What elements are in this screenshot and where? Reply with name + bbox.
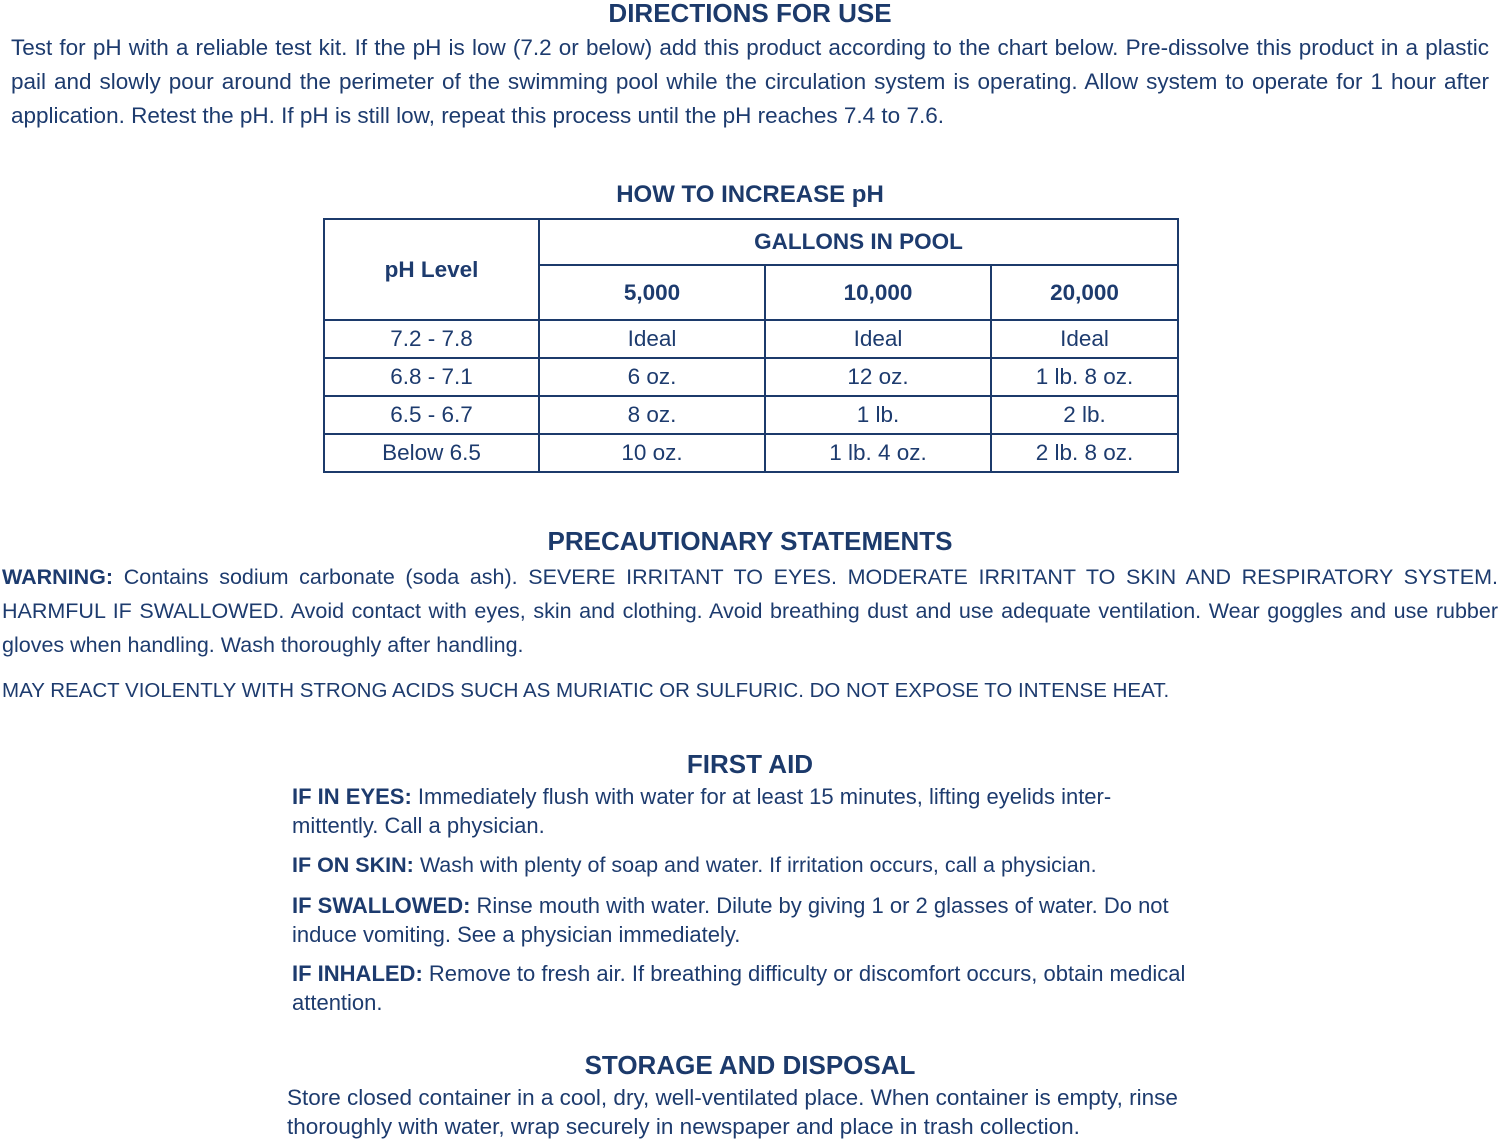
table-row [324,434,1178,472]
dose-cell: 10 oz. [539,434,765,472]
first-aid-inhaled [292,959,1217,1017]
dose-cell: 1 lb. 8 oz. [991,358,1178,396]
gallons-5000-header: 5,000 [539,265,765,320]
dose-cell: Ideal [765,320,991,358]
swallowed-text: Rinse mouth with water. Dilute by giving 1 or 2 glasses of water. Do not induce vomiting. See a physician immediately. [292,893,1169,947]
gallons-header: GALLONS IN POOL [539,219,1178,265]
first-aid-eyes [292,782,1222,840]
precautionary-title: PRECAUTIONARY STATEMENTS [547,526,953,556]
dose-cell: 8 oz. [539,396,765,434]
dose-cell: Ideal [991,320,1178,358]
table-row [324,358,1178,396]
storage-title: STORAGE AND DISPOSAL [584,1050,916,1080]
dose-cell: 2 lb. [991,396,1178,434]
warning-paragraph [2,560,1498,662]
ph-cell: 6.8 - 7.1 [324,358,539,396]
table-row [324,320,1178,358]
first-aid-title: FIRST AID [686,749,814,779]
dose-cell: 6 oz. [539,358,765,396]
inhaled-label: IF INHALED: [292,961,423,986]
table-title: HOW TO INCREASE pH [616,181,884,208]
react-warning: MAY REACT VIOLENTLY WITH STRONG ACIDS SUCH AS MURIATIC OR SULFURIC. DO NOT EXPOSE TO INTENSE HEAT. [2,679,1170,702]
ph-dosage-table [323,218,1179,473]
dose-cell: 1 lb. 4 oz. [765,434,991,472]
storage-text: Store closed container in a cool, dry, well-ventilated place. When container is empty, rinse thoroughly with water, wrap securely in newspaper and place in trash collection. [287,1085,1178,1139]
eyes-text-continued: mittently. Call a physician. [292,813,545,838]
swallowed-label: IF SWALLOWED: [292,893,471,918]
gallons-20000-header: 20,000 [991,265,1178,320]
dose-cell: 2 lb. 8 oz. [991,434,1178,472]
dose-cell: Ideal [539,320,765,358]
eyes-text: Immediately flush with water for at least 15 minutes, lifting eyelids inter- [411,784,1112,809]
dose-cell: 12 oz. [765,358,991,396]
first-aid-skin [292,851,1222,880]
gallons-10000-header: 10,000 [765,265,991,320]
inhaled-text: Remove to fresh air. If breathing difficulty or discomfort occurs, obtain medical attention. [292,961,1186,1015]
ph-level-header: pH Level [324,219,539,320]
table-row [324,396,1178,434]
directions-title: DIRECTIONS FOR USE [608,0,892,28]
ph-cell: 6.5 - 6.7 [324,396,539,434]
warning-text: Contains sodium carbonate (soda ash). SEVERE IRRITANT TO EYES. MODERATE IRRITANT TO SKIN AND RESPIRATORY SYSTEM. HARMFUL IF SWALLOWED. Avoid contact with eyes, skin and clothing. Avoid breathing dust and use adequate ventilation. Wear goggles and use rubber gloves when handling. Wash thoroughly after handling. [2,565,1498,657]
ph-cell: Below 6.5 [324,434,539,472]
directions-text: Test for pH with a reliable test kit. If the pH is low (7.2 or below) add this product according to the chart below. Pre-dissolve this product in a plastic pail and slowly pour around the perimeter of the swimming pool while the circulation system is operating. Allow system to operate for 1 hour after application. Retest the pH. If pH is still low, repeat this process until the pH reaches 7.4 to 7.6. [11,35,1489,128]
skin-text: Wash with plenty of soap and water. If irritation occurs, call a physician. [413,853,1097,877]
ph-cell: 7.2 - 7.8 [324,320,539,358]
dose-cell: 1 lb. [765,396,991,434]
warning-label: WARNING: [2,565,114,589]
first-aid-swallowed [292,891,1217,949]
eyes-label: IF IN EYES: [292,784,412,809]
skin-label: IF ON SKIN: [292,853,414,877]
